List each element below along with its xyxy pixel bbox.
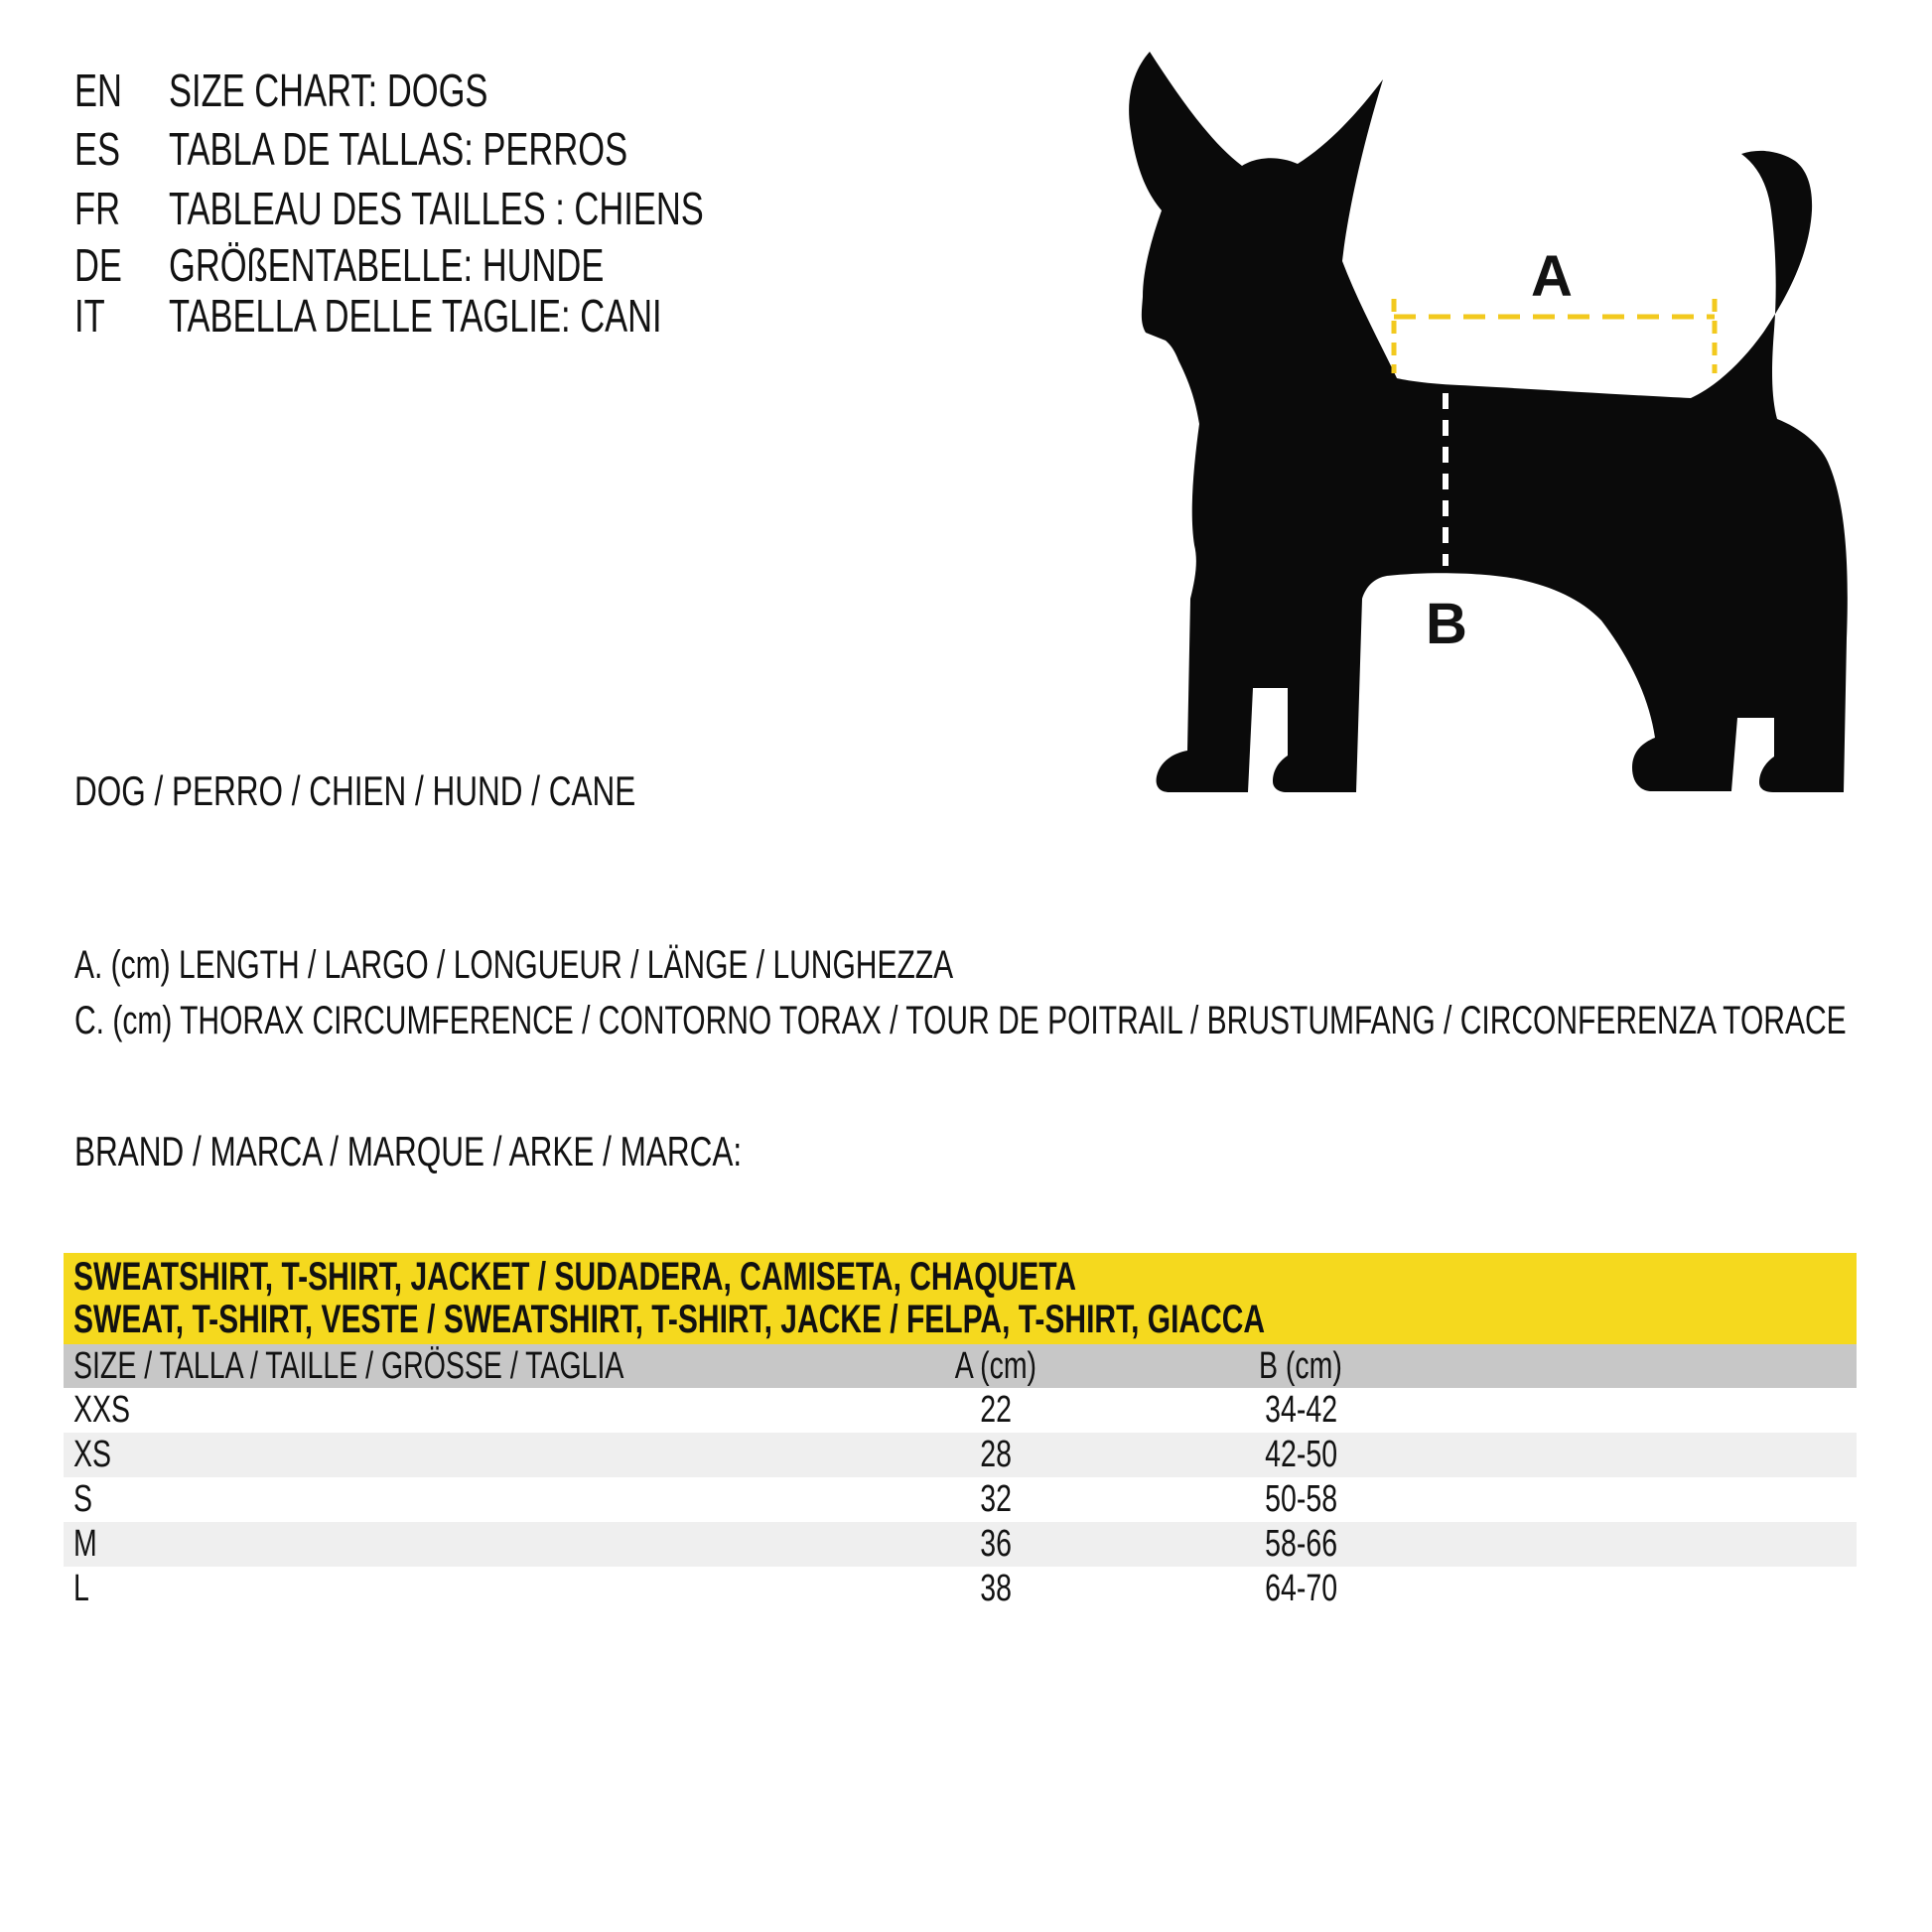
language-title: SIZE CHART: DOGS xyxy=(169,65,488,116)
table-title-band xyxy=(64,1253,1857,1344)
legend-line-c: C. (cm) THORAX CIRCUMFERENCE / CONTORNO TORAX / TOUR DE POITRAIL / BRUSTUMFANG / CIRCONFERENZA TORACE xyxy=(74,998,1847,1042)
language-title: TABLEAU DES TAILLES : CHIENS xyxy=(169,183,704,234)
language-row xyxy=(0,183,993,234)
cell-size: XXS xyxy=(73,1389,131,1431)
language-title: TABLA DE TALLAS: PERROS xyxy=(169,123,628,175)
language-code: DE xyxy=(74,239,122,291)
brand-line: BRAND / MARCA / MARQUE / ARKE / MARCA: xyxy=(74,1128,743,1174)
column-header-size: SIZE / TALLA / TAILLE / GRÖSSE / TAGLIA xyxy=(73,1344,624,1387)
language-row xyxy=(0,65,993,116)
cell-b: 34-42 xyxy=(1264,1389,1337,1431)
column-header-a: A (cm) xyxy=(954,1344,1037,1387)
cell-b: 64-70 xyxy=(1264,1568,1337,1609)
column-header-b: B (cm) xyxy=(1259,1344,1343,1387)
language-code: IT xyxy=(74,290,105,342)
dog-diagram xyxy=(1112,40,1866,804)
table-columns-row xyxy=(64,1344,1857,1388)
cell-size: XS xyxy=(73,1434,112,1475)
language-code: ES xyxy=(74,123,121,175)
language-title: TABELLA DELLE TAGLIE: CANI xyxy=(169,290,662,342)
table-title-line-1: SWEATSHIRT, T-SHIRT, JACKET / SUDADERA, CAMISETA, CHAQUETA xyxy=(73,1255,1077,1299)
cell-size: L xyxy=(73,1568,89,1609)
cell-b: 50-58 xyxy=(1264,1478,1337,1520)
cell-a: 32 xyxy=(980,1478,1012,1520)
language-row xyxy=(0,290,993,342)
cell-a: 36 xyxy=(980,1523,1012,1565)
table-title-line-2: SWEAT, T-SHIRT, VESTE / SWEATSHIRT, T-SHIRT, JACKE / FELPA, T-SHIRT, GIACCA xyxy=(73,1298,1266,1341)
language-code: FR xyxy=(74,183,120,234)
dog-silhouette-image xyxy=(1129,52,1848,792)
table-row xyxy=(64,1388,1857,1433)
table-row xyxy=(64,1477,1857,1522)
measure-label-b: B xyxy=(1426,592,1467,656)
language-row xyxy=(0,239,993,291)
cell-a: 28 xyxy=(980,1434,1012,1475)
table-row xyxy=(64,1567,1857,1611)
language-row xyxy=(0,123,993,175)
cell-b: 42-50 xyxy=(1264,1434,1337,1475)
cell-size: M xyxy=(73,1523,97,1565)
language-code: EN xyxy=(74,65,122,116)
table-row xyxy=(64,1522,1857,1567)
cell-a: 22 xyxy=(980,1389,1012,1431)
dog-caption: DOG / PERRO / CHIEN / HUND / CANE xyxy=(74,767,636,814)
cell-size: S xyxy=(73,1478,93,1520)
table-row xyxy=(64,1433,1857,1477)
cell-b: 58-66 xyxy=(1264,1523,1337,1565)
measure-label-a: A xyxy=(1531,244,1573,309)
language-title: GRÖßENTABELLE: HUNDE xyxy=(169,239,605,291)
cell-a: 38 xyxy=(980,1568,1012,1609)
legend-line-a: A. (cm) LENGTH / LARGO / LONGUEUR / LÄNGE / LUNGHEZZA xyxy=(74,942,954,987)
